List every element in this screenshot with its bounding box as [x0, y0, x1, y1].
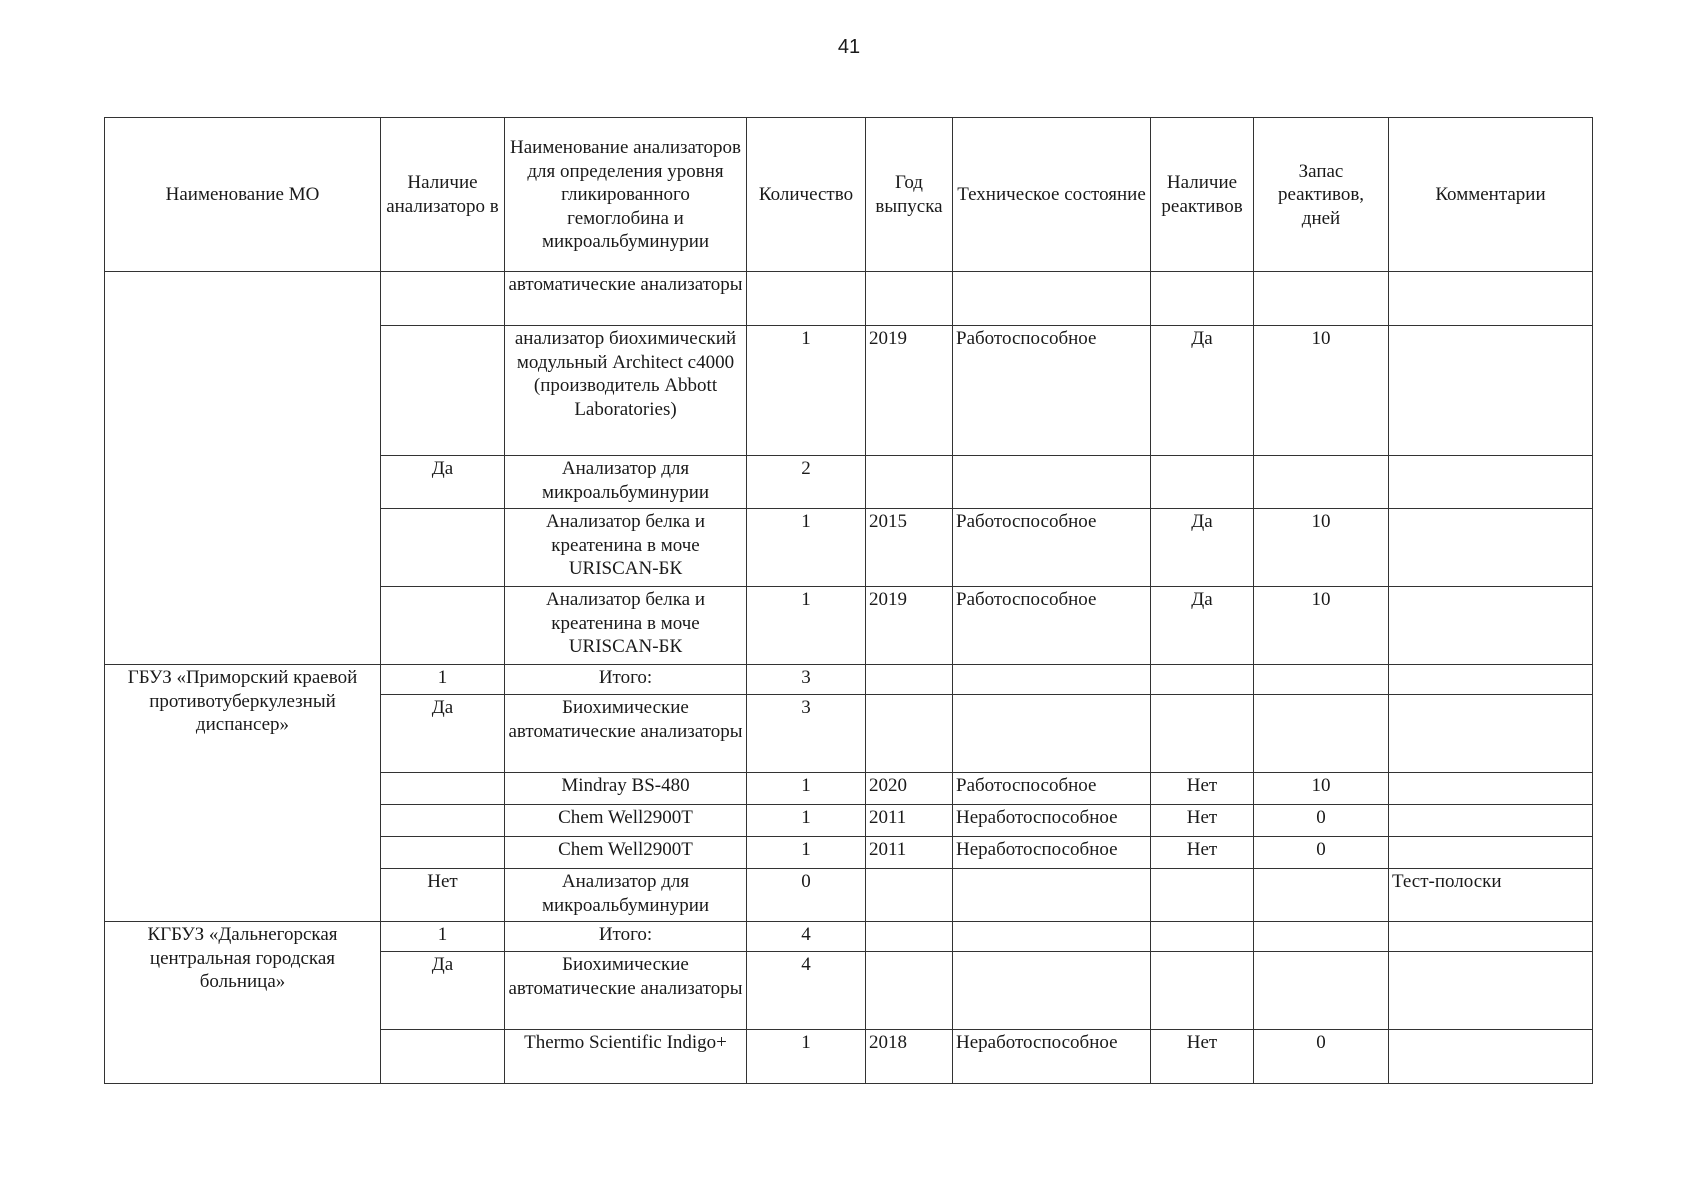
name-cell: Итого:	[505, 922, 747, 952]
name-cell: Итого:	[505, 665, 747, 695]
header-mo: Наименование МО	[105, 118, 381, 272]
has-cell	[381, 509, 505, 587]
reagents-cell: Нет	[1151, 805, 1254, 837]
qty-cell: 1	[747, 326, 866, 456]
state-cell	[953, 695, 1151, 773]
qty-cell: 4	[747, 922, 866, 952]
name-cell: автоматические анализаторы	[505, 272, 747, 326]
qty-cell	[747, 272, 866, 326]
qty-cell: 1	[747, 805, 866, 837]
header-year: Год выпуска	[866, 118, 953, 272]
reagents-cell	[1151, 922, 1254, 952]
name-cell: анализатор биохимический модульный Architect c4000 (производитель Abbott Laboratories)	[505, 326, 747, 456]
page-number: 41	[837, 36, 861, 58]
header-analyzer-name: Наименование анализаторов для определения уровня гликированного гемоглобина и микроальбуминурии	[505, 118, 747, 272]
year-cell	[866, 869, 953, 922]
reagents-cell: Да	[1151, 326, 1254, 456]
mo-cell: КГБУЗ «Дальнегорская центральная городская больница»	[105, 922, 381, 1084]
comment-cell	[1389, 456, 1593, 509]
comment-cell	[1389, 837, 1593, 869]
name-cell: Анализатор белка и креатенина в моче URISCAN-БК	[505, 587, 747, 665]
stock-cell: 10	[1254, 773, 1389, 805]
header-has-analyzers: Наличие анализаторо в	[381, 118, 505, 272]
comment-cell	[1389, 695, 1593, 773]
reagents-cell: Нет	[1151, 1030, 1254, 1084]
stock-cell: 0	[1254, 837, 1389, 869]
state-cell	[953, 922, 1151, 952]
year-cell	[866, 456, 953, 509]
has-cell: 1	[381, 922, 505, 952]
stock-cell	[1254, 952, 1389, 1030]
year-cell: 2011	[866, 805, 953, 837]
comment-cell	[1389, 805, 1593, 837]
has-cell	[381, 1030, 505, 1084]
qty-cell: 2	[747, 456, 866, 509]
reagents-cell	[1151, 695, 1254, 773]
stock-cell: 10	[1254, 326, 1389, 456]
reagents-cell: Нет	[1151, 837, 1254, 869]
comment-cell	[1389, 922, 1593, 952]
comment-cell	[1389, 509, 1593, 587]
table-row	[105, 922, 1593, 952]
year-cell: 2019	[866, 587, 953, 665]
has-cell	[381, 837, 505, 869]
has-cell: Да	[381, 456, 505, 509]
stock-cell	[1254, 922, 1389, 952]
comment-cell	[1389, 665, 1593, 695]
has-cell: Да	[381, 952, 505, 1030]
stock-cell	[1254, 869, 1389, 922]
comment-cell	[1389, 1030, 1593, 1084]
stock-cell	[1254, 272, 1389, 326]
year-cell: 2018	[866, 1030, 953, 1084]
state-cell: Работоспособное	[953, 587, 1151, 665]
name-cell: Биохимические автоматические анализаторы	[505, 952, 747, 1030]
comment-cell	[1389, 773, 1593, 805]
reagents-cell	[1151, 869, 1254, 922]
year-cell	[866, 665, 953, 695]
has-cell	[381, 272, 505, 326]
stock-cell: 10	[1254, 587, 1389, 665]
reagents-cell: Нет	[1151, 773, 1254, 805]
name-cell: Chem Well2900T	[505, 805, 747, 837]
qty-cell: 1	[747, 773, 866, 805]
year-cell	[866, 952, 953, 1030]
year-cell	[866, 922, 953, 952]
year-cell	[866, 695, 953, 773]
stock-cell: 10	[1254, 509, 1389, 587]
year-cell	[866, 272, 953, 326]
reagents-cell	[1151, 456, 1254, 509]
state-cell: Работоспособное	[953, 773, 1151, 805]
stock-cell: 0	[1254, 805, 1389, 837]
reagents-cell	[1151, 952, 1254, 1030]
qty-cell: 1	[747, 837, 866, 869]
analyzers-table	[104, 117, 1593, 1084]
comment-cell	[1389, 952, 1593, 1030]
state-cell	[953, 665, 1151, 695]
qty-cell: 3	[747, 665, 866, 695]
year-cell: 2019	[866, 326, 953, 456]
has-cell: Нет	[381, 869, 505, 922]
qty-cell: 3	[747, 695, 866, 773]
name-cell: Анализатор для микроальбуминурии	[505, 869, 747, 922]
name-cell: Thermo Scientific Indigo+	[505, 1030, 747, 1084]
stock-cell	[1254, 456, 1389, 509]
state-cell: Неработоспособное	[953, 1030, 1151, 1084]
state-cell	[953, 869, 1151, 922]
header-reagents: Наличие реактивов	[1151, 118, 1254, 272]
header-comment: Комментарии	[1389, 118, 1593, 272]
qty-cell: 1	[747, 509, 866, 587]
year-cell: 2011	[866, 837, 953, 869]
comment-cell	[1389, 326, 1593, 456]
header-stock: Запас реактивов, дней	[1254, 118, 1389, 272]
header-state: Техническое состояние	[953, 118, 1151, 272]
state-cell: Неработоспособное	[953, 837, 1151, 869]
comment-cell: Тест-полоски	[1389, 869, 1593, 922]
table-row	[105, 665, 1593, 695]
state-cell: Неработоспособное	[953, 805, 1151, 837]
name-cell: Биохимические автоматические анализаторы	[505, 695, 747, 773]
state-cell	[953, 456, 1151, 509]
stock-cell: 0	[1254, 1030, 1389, 1084]
stock-cell	[1254, 665, 1389, 695]
year-cell: 2015	[866, 509, 953, 587]
has-cell	[381, 587, 505, 665]
qty-cell: 0	[747, 869, 866, 922]
state-cell: Работоспособное	[953, 509, 1151, 587]
reagents-cell	[1151, 272, 1254, 326]
reagents-cell	[1151, 665, 1254, 695]
table-row	[105, 272, 1593, 326]
name-cell: Анализатор белка и креатенина в моче URISCAN-БК	[505, 509, 747, 587]
name-cell: Mindray BS-480	[505, 773, 747, 805]
has-cell	[381, 326, 505, 456]
has-cell: 1	[381, 665, 505, 695]
mo-cell	[105, 272, 381, 665]
year-cell: 2020	[866, 773, 953, 805]
comment-cell	[1389, 587, 1593, 665]
state-cell	[953, 952, 1151, 1030]
name-cell: Анализатор для микроальбуминурии	[505, 456, 747, 509]
has-cell: Да	[381, 695, 505, 773]
comment-cell	[1389, 272, 1593, 326]
has-cell	[381, 805, 505, 837]
state-cell: Работоспособное	[953, 326, 1151, 456]
mo-cell: ГБУЗ «Приморский краевой противотуберкулезный диспансер»	[105, 665, 381, 922]
has-cell	[381, 773, 505, 805]
qty-cell: 4	[747, 952, 866, 1030]
qty-cell: 1	[747, 1030, 866, 1084]
reagents-cell: Да	[1151, 587, 1254, 665]
header-quantity: Количество	[747, 118, 866, 272]
name-cell: Chem Well2900T	[505, 837, 747, 869]
qty-cell: 1	[747, 587, 866, 665]
header-row	[105, 118, 1593, 272]
state-cell	[953, 272, 1151, 326]
stock-cell	[1254, 695, 1389, 773]
reagents-cell: Да	[1151, 509, 1254, 587]
